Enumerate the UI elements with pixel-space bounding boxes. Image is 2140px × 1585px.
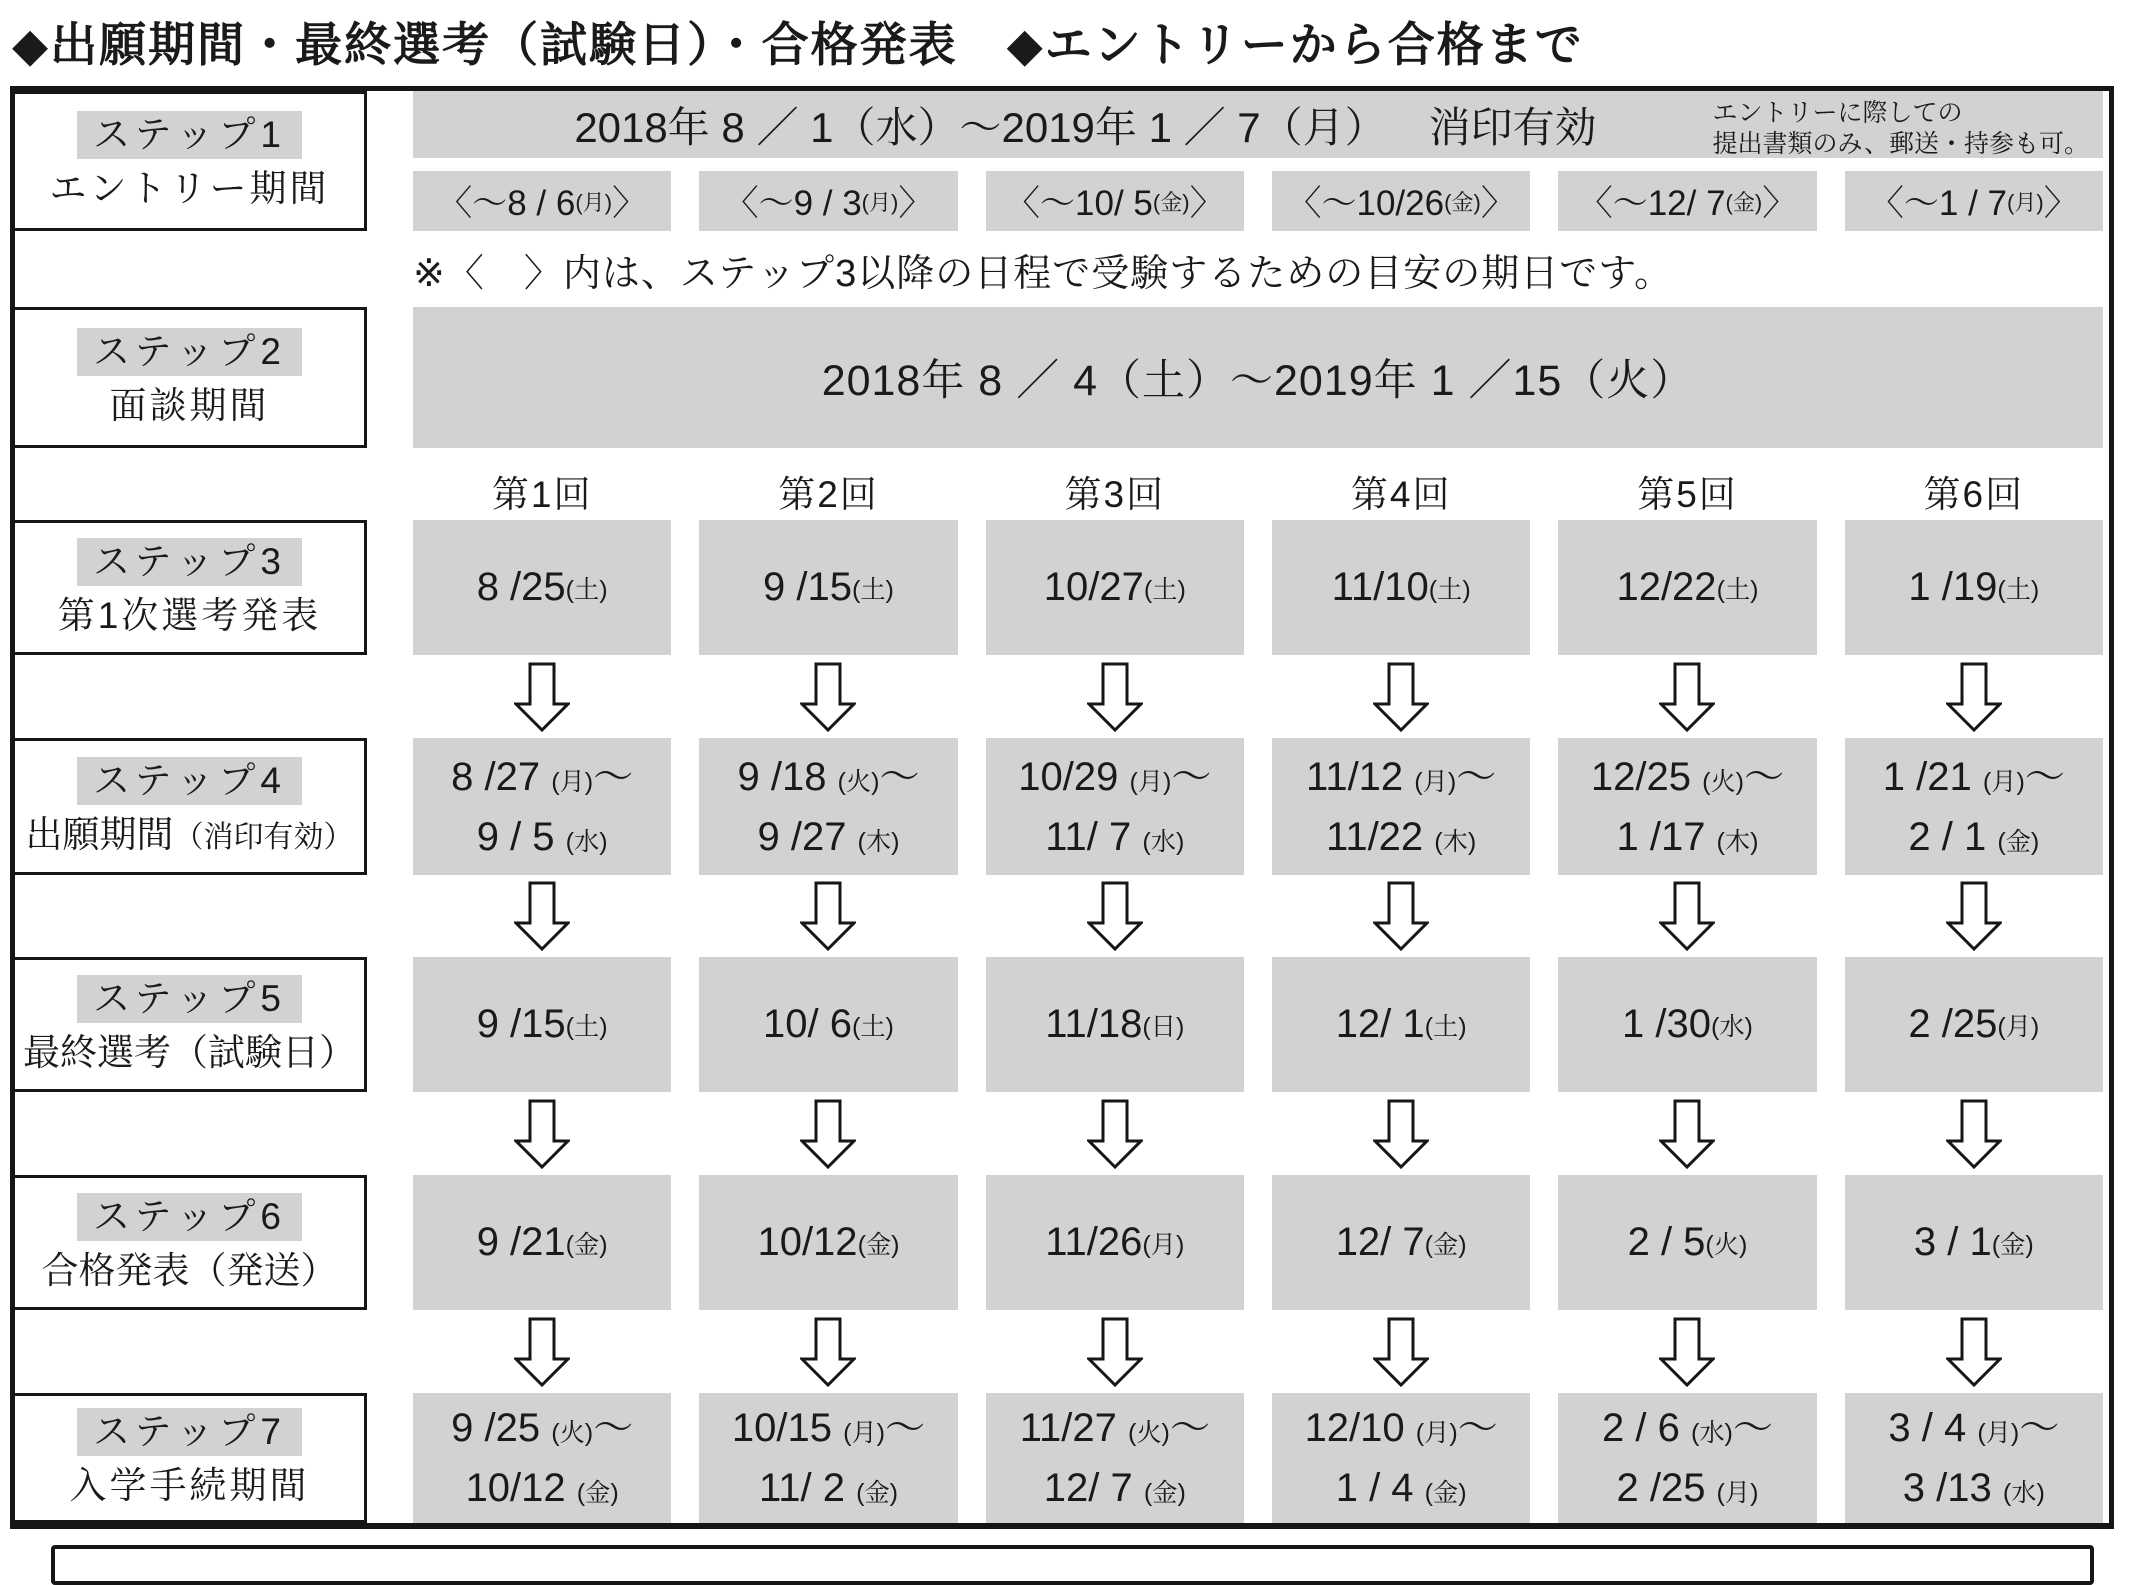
schedule-table: [10, 86, 2114, 1529]
down-arrow-icon: [1373, 662, 1429, 732]
step2-badge: ステップ2: [77, 328, 302, 376]
entry-deadline-cell: 〈～12/ 7 (金) 〉: [1558, 171, 1816, 231]
result-date-cell: 2 / 5 (火): [1558, 1175, 1816, 1310]
arrow-row: [15, 875, 2109, 957]
first-selection-date-cell: 8 /25 (土): [413, 520, 671, 655]
arrow-row: [15, 1310, 2109, 1393]
step7-row: [15, 1393, 2109, 1523]
final-selection-date-cell: 10/ 6 (土): [699, 957, 957, 1092]
down-arrow-icon: [1946, 1317, 2002, 1387]
bracket-note-row: [15, 231, 2109, 307]
down-arrow-icon: [514, 1317, 570, 1387]
entry-deadline-cell: 〈～9 / 3 (月) 〉: [699, 171, 957, 231]
step4-label-box: [15, 738, 367, 875]
round-header: 第2回: [778, 474, 879, 515]
down-arrow-icon: [1659, 662, 1715, 732]
round-header: 第3回: [1064, 474, 1166, 515]
step1-label-box: [15, 91, 367, 231]
result-date-cell: 11/26 (月): [986, 1175, 1244, 1310]
down-arrow-icon: [1659, 1317, 1715, 1387]
entry-deadline-cell: 〈～10/ 5 (金) 〉: [986, 171, 1244, 231]
page-title: ◆出願期間・最終選考（試験日）・合格発表 ◆エントリーから合格まで: [12, 18, 1584, 71]
entry-deadline-cell: 〈～10/26 (金) 〉: [1272, 171, 1530, 231]
entry-note: [1712, 98, 2089, 159]
final-selection-date-cell: 1 /30 (水): [1558, 957, 1816, 1092]
enrollment-period-cell: 3 / 4 (月)～ 3 /13 (水): [1845, 1393, 2103, 1523]
final-selection-date-cell: 9 /15 (土): [413, 957, 671, 1092]
round-header: 第5回: [1637, 474, 1738, 515]
down-arrow-icon: [1087, 1317, 1143, 1387]
round-header-row: [15, 448, 2109, 520]
down-arrow-icon: [514, 662, 570, 732]
first-selection-date-cell: 1 /19 (土): [1845, 520, 2103, 655]
step5-badge: ステップ5: [77, 975, 302, 1023]
first-selection-date-cell: 12/22 (土): [1558, 520, 1816, 655]
down-arrow-icon: [800, 662, 856, 732]
application-period-cell: 10/29 (月)～ 11/ 7 (水): [986, 738, 1244, 875]
down-arrow-icon: [1087, 662, 1143, 732]
entry-deadline-row: [413, 171, 2103, 231]
down-arrow-icon: [1946, 662, 2002, 732]
enrollment-period-cell: 2 / 6 (水)～ 2 /25 (月): [1558, 1393, 1816, 1523]
down-arrow-icon: [1373, 1317, 1429, 1387]
interview-period-bar: 2018年 8 ／ 4（土）～2019年 1 ／15（火）: [413, 307, 2103, 448]
down-arrow-icon: [514, 1099, 570, 1169]
step5-label-box: [15, 957, 367, 1092]
down-arrow-icon: [1373, 1099, 1429, 1169]
enrollment-period-cell: 11/27 (火)～ 12/ 7 (金): [986, 1393, 1244, 1523]
arrow-row: [15, 655, 2109, 738]
bottom-note-box: [51, 1545, 2094, 1585]
final-selection-date-cell: 11/18 (日): [986, 957, 1244, 1092]
down-arrow-icon: [800, 881, 856, 951]
entry-period-text: 2018年 8 ／ 1（水）～2019年 1 ／ 7（月）: [574, 103, 1387, 151]
step1-badge: ステップ1: [77, 111, 302, 159]
result-date-cell: 12/ 7 (金): [1272, 1175, 1530, 1310]
step7-name: 入学手続期間: [69, 1465, 310, 1507]
down-arrow-icon: [1087, 881, 1143, 951]
step1-name: エントリー期間: [49, 168, 330, 210]
round-header: 第1回: [491, 474, 593, 515]
entry-period-bar: [413, 91, 2103, 158]
down-arrow-icon: [800, 1317, 856, 1387]
enrollment-period-cell: 9 /25 (火)～ 10/12 (金): [413, 1393, 671, 1523]
final-selection-date-cell: 2 /25 (月): [1845, 957, 2103, 1092]
result-date-cell: 10/12 (金): [699, 1175, 957, 1310]
final-selection-date-cell: 12/ 1 (土): [1272, 957, 1530, 1092]
down-arrow-icon: [1373, 881, 1429, 951]
step4-name: 出願期間（消印有効）: [25, 813, 354, 855]
step6-row: [15, 1175, 2109, 1310]
round-header: 第4回: [1350, 474, 1452, 515]
down-arrow-icon: [514, 881, 570, 951]
result-date-cell: 3 / 1 (金): [1845, 1175, 2103, 1310]
step4-badge: ステップ4: [77, 757, 302, 805]
step3-badge: ステップ3: [77, 538, 302, 586]
bracket-note: ※〈 〉内は、ステップ3以降の日程で受験するための目安の期日です。: [413, 252, 1674, 295]
entry-note-line1: エントリーに際しての: [1712, 99, 1963, 127]
application-period-cell: 12/25 (火)～ 1 /17 (木): [1558, 738, 1816, 875]
entry-note-line2: 提出書類のみ、郵送・持参も可。: [1712, 129, 2089, 158]
step4-row: [15, 738, 2109, 875]
application-period-cell: 8 /27 (月)～ 9 / 5 (水): [413, 738, 671, 875]
down-arrow-icon: [800, 1099, 856, 1169]
arrow-row: [15, 1092, 2109, 1175]
application-period-cell: 11/12 (月)～ 11/22 (木): [1272, 738, 1530, 875]
down-arrow-icon: [1659, 881, 1715, 951]
first-selection-date-cell: 10/27 (土): [986, 520, 1244, 655]
application-period-cell: 1 /21 (月)～ 2 / 1 (金): [1845, 738, 2103, 875]
step7-badge: ステップ7: [77, 1408, 302, 1456]
step6-name: 合格発表（発送）: [41, 1249, 338, 1291]
entry-deadline-cell: 〈～1 / 7 (月) 〉: [1845, 171, 2103, 231]
round-header: 第6回: [1923, 474, 2025, 515]
first-selection-date-cell: 11/10 (土): [1272, 520, 1530, 655]
step4-name-note: （消印有効）: [173, 820, 354, 854]
step1-row: [15, 91, 2109, 231]
step3-label-box: [15, 520, 367, 655]
step2-row: [15, 307, 2109, 448]
step3-name: 第1次選考発表: [57, 594, 322, 636]
down-arrow-icon: [1087, 1099, 1143, 1169]
enrollment-period-cell: 10/15 (月)～ 11/ 2 (金): [699, 1393, 957, 1523]
step2-name: 面談期間: [109, 384, 270, 426]
entry-deadline-cell: 〈～8 / 6 (月) 〉: [413, 171, 671, 231]
step6-badge: ステップ6: [77, 1193, 302, 1241]
enrollment-period-cell: 12/10 (月)～ 1 / 4 (金): [1272, 1393, 1530, 1523]
step5-row: [15, 957, 2109, 1092]
application-period-cell: 9 /18 (火)～ 9 /27 (木): [699, 738, 957, 875]
step7-label-box: [15, 1393, 367, 1523]
step3-row: [15, 520, 2109, 655]
postmark-label: 消印有効: [1428, 103, 1597, 151]
down-arrow-icon: [1946, 881, 2002, 951]
step6-label-box: [15, 1175, 367, 1310]
step2-label-box: [15, 307, 367, 448]
down-arrow-icon: [1946, 1099, 2002, 1169]
step5-name: 最終選考（試験日）: [23, 1031, 356, 1073]
first-selection-date-cell: 9 /15 (土): [699, 520, 957, 655]
result-date-cell: 9 /21 (金): [413, 1175, 671, 1310]
down-arrow-icon: [1659, 1099, 1715, 1169]
